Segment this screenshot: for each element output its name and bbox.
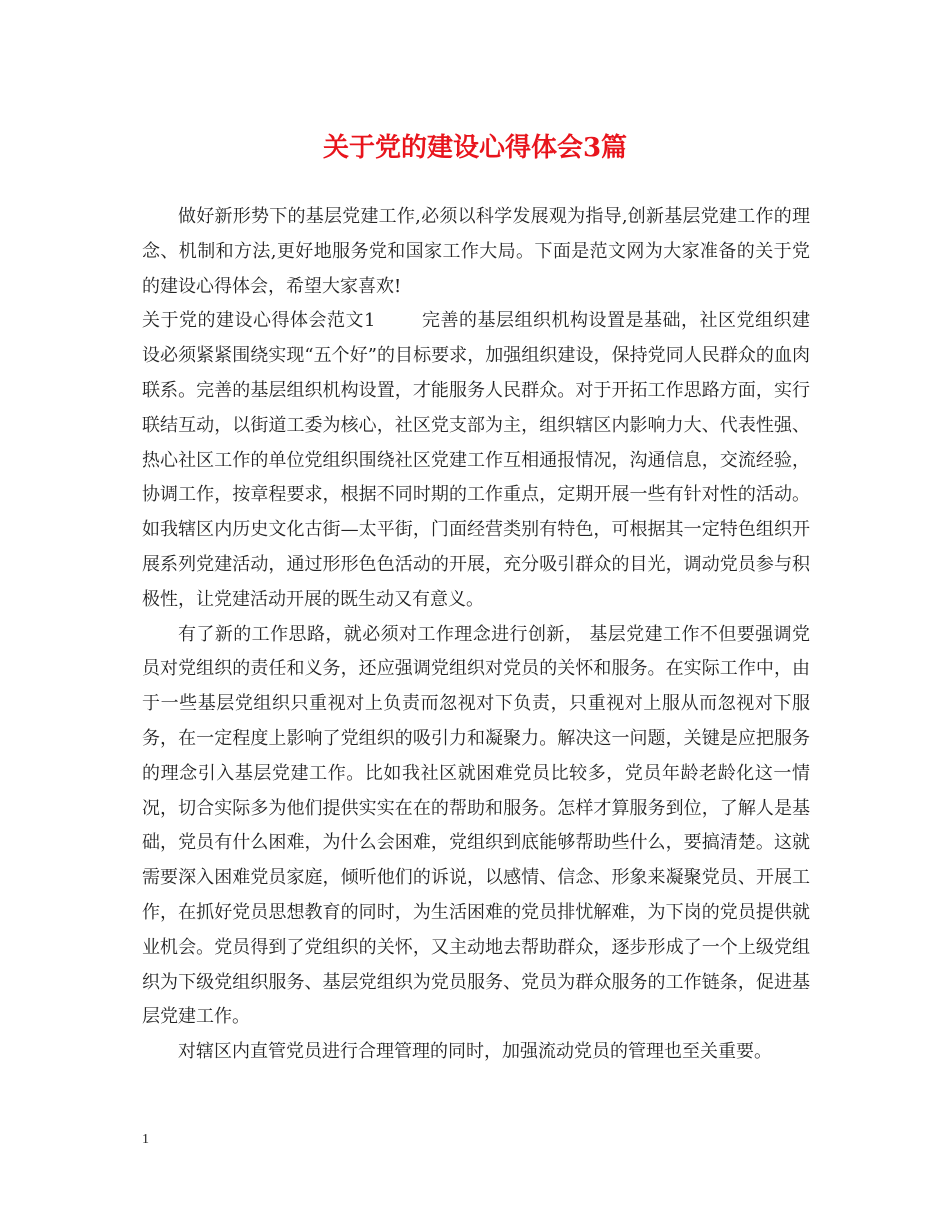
section1-heading: 关于党的建设心得体会范文1 (142, 310, 376, 332)
section1-paragraph (142, 304, 810, 617)
section1-text: 完善的基层组织机构设置是基础，社区党组织建设必须紧紧围绕实现“五个好”的目标要求，加强组织建设，保持党同人民群众的血肉联系。完善的基层组织机构设置，才能服务人民群众。对于开拓工作思路方面，实行联结互动，以街道工委为核心，社区党支部为主，组织辖区内影响力大、代表性强、热心社区工作的单位党组织围绕社区党建工作互相通报情况，沟通信息，交流经验，协调工作，按章程要求，根据不同时期的工作重点，定期开展一些有针对性的活动。如我辖区内历史文化古街—太平街，门面经营类别有特色，可根据其一定特色组织开展系列党建活动，通过形形色色活动的开展，充分吸引群众的目光，调动党员参与积极性，让党建活动开展的既生动又有意义。 (142, 310, 810, 610)
document-body (142, 200, 810, 1070)
paragraph-3: 对辖区内直管党员进行合理管理的同时，加强流动党员的管理也至关重要。 (178, 1041, 772, 1063)
paragraph-2: 有了新的工作思路，就必须对工作理念进行创新， 基层党建工作不但要强调党员对党组织的责任和义务，还应强调党组织对党员的关怀和服务。在实际工作中，由于一些基层党组织只重视对上负责而忽视对下负责，只重视对上服从而忽视对下服务，在一定程度上影响了党组织的吸引力和凝聚力。解决这一问题，关键是应把服务的理念引入基层党建工作。比如我社区就困难党员比较多，党员年龄老龄化这一情况，切合实际多为他们提供实实在在的帮助和服务。怎样才算服务到位，了解人是基础，党员有什么困难，为什么会困难，党组织到底能够帮助些什么，要搞清楚。这就需要深入困难党员家庭，倾听他们的诉说，以感情、信念、形象来凝聚党员、开展工作，在抓好党员思想教育的同时，为生活困难的党员排忧解难，为下岗的党员提供就业机会。党员得到了党组织的关怀，又主动地去帮助群众，逐步形成了一个上级党组织为下级党组织服务、基层党组织为党员服务、党员为群众服务的工作链条，促进基层党建工作。 (142, 623, 810, 1028)
document-title: 关于党的建设心得体会3篇 (322, 133, 628, 163)
page-number: 1 (142, 1132, 149, 1147)
intro-paragraph: 做好新形势下的基层党建工作,必须以科学发展观为指导,创新基层党建工作的理念、机制和方法,更好地服务党和国家工作大局。下面是范文网为大家准备的关于党的建设心得体会，希望大家喜欢! (142, 206, 810, 297)
